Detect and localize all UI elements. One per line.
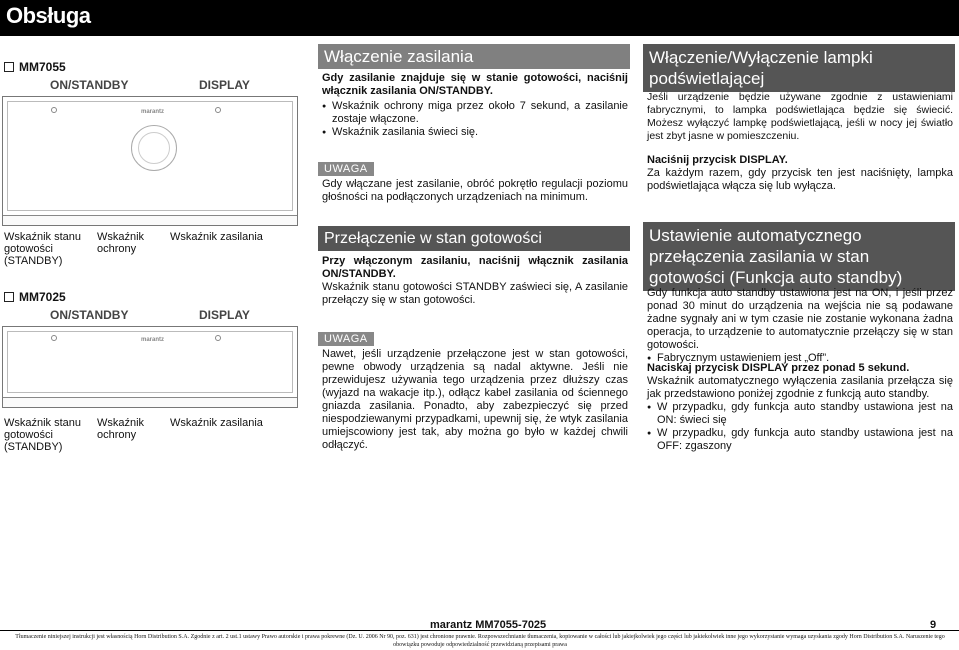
standby-instructions (322, 255, 628, 307)
panel-base (3, 215, 297, 225)
lamp-lead: Naciśnij przycisk DISPLAY. (647, 154, 788, 166)
power-on-bullets (322, 100, 628, 139)
list-item: ● W przypadku, gdy funkcja auto standby ustawiona jest na ON: świeci się (647, 401, 953, 427)
display-button-icon (215, 107, 221, 113)
auto-standby-bullets (647, 401, 953, 453)
indicator-standby-label: Wskaźnik stanu gotowości (STANDBY) (4, 231, 82, 267)
lamp-intro: Jeśli urządzenie będzie używane zgodnie z ustawieniami fabrycznymi, to lampka podświetlająca będzie się świecić. Możesz wyłączyć lampkę podświetlającą, jeśli w nocy jej światło jest zbyt jasne w pomieszczeniu. (647, 91, 953, 142)
section-heading-power-on: Włączenie zasilania (318, 44, 630, 69)
panel-base (3, 397, 297, 407)
indicator-standby-label: Wskaźnik stanu gotowości (STANDBY) (4, 417, 82, 453)
standby-body: Wskaźnik stanu gotowości STANDBY zaświeci się, A zasilanie przełączy się w stan gotowości. (322, 281, 628, 306)
power-on-lead: Gdy zasilanie znajduje się w stanie gotowości, naciśnij włącznik zasilania ON/STANDBY. (322, 72, 628, 97)
indicator-power-label: Wskaźnik zasilania (170, 417, 263, 429)
section-heading-standby: Przełączenie w stan gotowości (318, 226, 630, 251)
display-label: DISPLAY (199, 308, 250, 322)
indicator-power-label: Wskaźnik zasilania (170, 231, 263, 243)
amplifier-front-panel-mm7055 (2, 96, 298, 226)
model-heading-mm7025 (4, 290, 66, 304)
footer-legal-notice: Tłumaczenie niniejszej instrukcji jest własnością Horn Distribution S.A. Zgodnie z art. 2 ust.1 ustawy Prawo autorskie i prawa pokrewne (Dz. U. 2006 Nr 90, poz. 631) jest chronione prawnie. Rozpowszechnianie tłumaczenia, kopiowanie w całości lub jakiejkolwiek jego części lub jakiekolwiek inne jego wykorzystanie wymaga uzyskania zgody Horn Distribution S.A. Naruszenie tego obowiązku powoduje odpowiedzialność przewidzianą przepisami prawa (15, 634, 945, 648)
section-heading-lamp: Włączenie/Wyłączenie lampki podświetlającej (643, 44, 955, 92)
standby-lead: Przy włączonym zasilaniu, naciśnij włącznik zasilania ON/STANDBY. (322, 255, 628, 280)
list-item: ● Wskaźnik zasilania świeci się. (322, 126, 628, 139)
list-item: ● Fabrycznym ustawieniem jest „Off”. (647, 352, 953, 365)
indicator-protect-label: Wskaźnik ochrony (97, 231, 145, 255)
list-item: ● W przypadku, gdy funkcja auto standby ustawiona jest na OFF: zgaszony (647, 427, 953, 453)
indicator-protect-label: Wskaźnik ochrony (97, 417, 145, 441)
checkbox-icon (4, 62, 14, 72)
onstandby-label: ON/STANDBY (50, 78, 129, 92)
brand-logo: marantz (141, 337, 165, 343)
amplifier-front-panel-mm7025 (2, 326, 298, 408)
auto-standby-intro (647, 287, 953, 365)
model-name: MM7055 (19, 60, 66, 74)
power-knob-icon (131, 125, 177, 171)
power-on-note: Gdy włączane jest zasilanie, obróć pokrętło regulacji poziomu głośności na podłączonych urządzeniach na minimum. (322, 178, 628, 203)
list-item: ● Wskaźnik ochrony miga przez około 7 sekund, a zasilanie zostaje włączone. (322, 100, 628, 126)
lamp-body: Za każdym razem, gdy przycisk ten jest naciśnięty, lampka podświetlająca włącza się lub wyłącza. (647, 167, 953, 192)
auto-standby-lead: Naciskaj przycisk DISPLAY przez ponad 5 sekund. (647, 362, 910, 374)
display-label: DISPLAY (199, 78, 250, 92)
onstandby-label: ON/STANDBY (50, 308, 129, 322)
lamp-instructions (647, 154, 953, 193)
auto-standby-intro-text: Gdy funkcja auto standby ustawiona jest na ON, i jeśli przez ponad 30 minut do urządzenia na wejścia nie są podawane żadne sygnały ani w tym czasie nie zostanie wykonana żadna operacja, to urządzenie to automatycznie przełączy się w stan gotowości. (647, 287, 953, 351)
footer-divider (0, 630, 959, 631)
brand-logo: marantz (141, 109, 165, 115)
section-heading-auto-standby: Ustawienie automatycznego przełączenia zasilania w stan gotowości (Funkcja auto standby) (643, 222, 955, 291)
onstandby-button-icon (51, 107, 57, 113)
page-title: Obsługa (6, 3, 91, 28)
note-label: UWAGA (318, 332, 374, 346)
power-on-instructions (322, 72, 628, 139)
standby-note: Nawet, jeśli urządzenie przełączone jest w stan gotowości, pewne obwody urządzenia są nadal aktywne. Jeśli nie przewidujesz używania tego urządzenia przez dłuższy czas (wyjazd na wakacje itp.), odłącz kabel zasilania od ściennego gniazda zasilania. Ponadto, aby zabezpieczyć się przed niespodziewanymi przypadkami, upewnij się, że wtyk zasilania umiejscowiony jest tak, aby można go było w każdej chwili odłączyć. (322, 348, 628, 451)
model-name: MM7025 (19, 290, 66, 304)
display-button-icon (215, 335, 221, 341)
knob-ring (138, 132, 170, 164)
page-number: 9 (930, 619, 937, 631)
note-label: UWAGA (318, 162, 374, 176)
model-heading-mm7055 (4, 60, 66, 74)
onstandby-button-icon (51, 335, 57, 341)
footer-brand: marantz MM7055-7025 (430, 619, 547, 631)
page-header (0, 0, 959, 36)
checkbox-icon (4, 292, 14, 302)
auto-standby-body: Wskaźnik automatycznego wyłączenia zasilania przełącza się jak przedstawiono poniżej zgodnie z funkcją auto standby. (647, 375, 953, 400)
auto-standby-instructions (647, 362, 953, 453)
